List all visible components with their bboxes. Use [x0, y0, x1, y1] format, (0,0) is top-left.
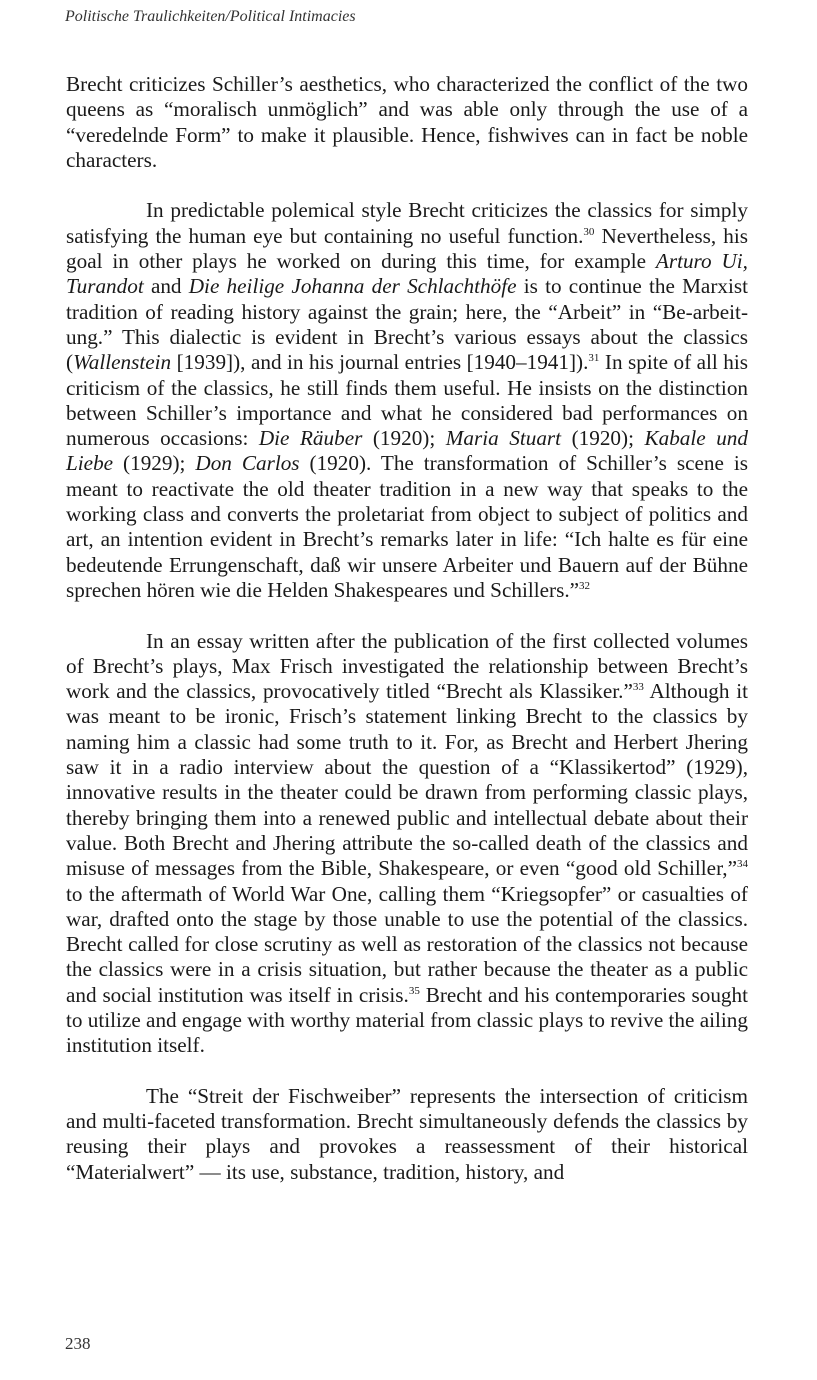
page-number: 238 [65, 1334, 91, 1353]
text-run: The “Streit der Fischweiber” represents the intersection of criticism and multi-faceted transformation. Brecht simultaneously defends the classics by reusing their plays and provokes a reassessment of their historical “Materialwert” — its use, substance, tradition, history, and [66, 1083, 748, 1184]
text-run: In an essay written after the publication of the first collected volumes of Brecht’s plays, Max Frisch investigated the relationship between Brecht’s work and the classics, provocatively titled “Brecht als Klassiker.” [66, 628, 748, 704]
text-run: (1929); [113, 451, 196, 476]
paragraph [66, 629, 748, 1059]
italic-title: Maria Stuart [445, 426, 562, 451]
paragraph [66, 1084, 748, 1185]
text-run: Nevertheless, his goal in other plays he worked on during this time, for example [66, 223, 748, 274]
text-run: (1920). The transformation of Schiller’s scene is meant to reactivate the old theater tradition in a new way that speaks to the working class and converts the proletariat from object to subject of politics and art, an intention evident in Brecht’s remarks later in life: “Ich halte es für eine bedeutende Errungenschaft, daß wir unsere Arbeiter und Bauern auf der Bühne sprechen hören wie die Helden Shakespeares und Schillers.” [66, 451, 749, 602]
text-run: Brecht and his contemporaries sought to utilize and engage with worthy material from classic plays to revive the ailing institution itself. [66, 982, 748, 1058]
text-run: is to continue the Marxist tradition of reading history against the grain; here, the “Arbeit” in “Be-arbeit-ung.” This dialectic is evident in Brecht’s various essays about the classics ( [66, 274, 748, 375]
text-run: (1920); [362, 426, 446, 451]
footnote-ref: 30 [583, 225, 595, 238]
italic-title: Die heilige Johanna der Schlachthöfe [188, 274, 517, 299]
text-run: In predictable polemical style Brecht criticizes the classics for simply satisfying the human eye but containing no useful function. [66, 198, 748, 248]
text-run: Brecht criticizes Schiller’s aesthetics, who characterized the conflict of the two queens as “moralisch unmöglich” and was able only through the use of a “veredelnde Form” to make it plausible. Hence, fishwives can in fact be noble characters. [66, 72, 748, 172]
italic-title: Don Carlos [195, 451, 300, 476]
footnote-ref: 35 [408, 984, 420, 997]
text-run: [1939]), and in his journal entries [1940–1941]). [171, 350, 589, 375]
paragraph [66, 72, 748, 173]
text-run: and [143, 274, 189, 299]
footnote-ref: 32 [579, 579, 591, 592]
italic-title: Die Räuber [258, 426, 363, 451]
paragraph [66, 198, 748, 603]
body-text [66, 72, 748, 1210]
footnote-ref: 34 [737, 858, 748, 871]
text-run: Although it was meant to be ironic, Frisch’s statement linking Brecht to the classics by naming him a classic had some truth to it. For, as Brecht and Herbert Jhering saw it in a radio interview about the question of a “Klassikertod” (1929), innovative results in the theater could be drawn from performing classic plays, thereby bringing them into a renewed public and intellectual debate about their value. Both Brecht and Jhering attribute the so-called death of the classics and misuse of messages from the Bible, Shakespeare, or even “good old Schiller,” [66, 679, 748, 881]
text-run: to the aftermath of World War One, calling them “Kriegsopfer” or casualties of war, drafted onto the stage by those unable to use the potential of the classics. Brecht called for close scrutiny as well as restoration of the classics not because the classics were in a crisis situation, but rather because the theater as a public and social institution was itself in crisis. [66, 881, 748, 1007]
italic-title: Arturo Ui, Turandot [66, 249, 748, 299]
footnote-ref: 31 [588, 352, 600, 365]
italic-title: Kabale und Liebe [66, 426, 748, 476]
italic-title: Wallenstein [73, 350, 172, 375]
running-head-title: Politische Traulichkeiten/Political Intimacies [65, 8, 356, 25]
text-run: In spite of all his criticism of the classics, he still finds them useful. He insists on the distinction between Schiller’s importance and what he considered bad performances on numerous occasions: [66, 350, 749, 451]
footnote-ref: 33 [632, 681, 644, 694]
text-run: (1920); [561, 426, 645, 451]
